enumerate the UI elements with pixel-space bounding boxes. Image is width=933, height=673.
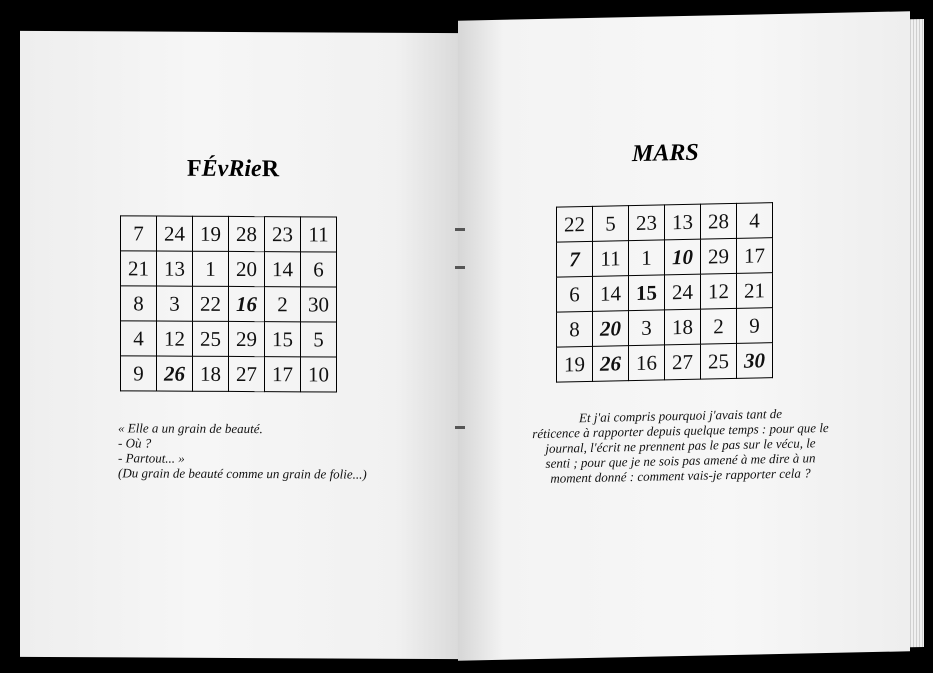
quote-line: « Elle a un grain de beauté. bbox=[118, 420, 263, 437]
grid-cell: 28 bbox=[701, 203, 737, 239]
number-grid-mars bbox=[556, 202, 773, 383]
paragraph-line: senti ; pour que je ne sois pas amené à me dire à un bbox=[545, 450, 816, 471]
binding-stitch bbox=[455, 228, 465, 231]
grid-cell: 22 bbox=[193, 286, 229, 321]
grid-cell: 1 bbox=[629, 240, 665, 276]
quote-line: (Du grain de beauté comme un grain de folie...) bbox=[118, 465, 367, 482]
grid-cell: 30 bbox=[737, 343, 773, 379]
grid-cell: 4 bbox=[121, 321, 157, 356]
grid-cell: 13 bbox=[665, 204, 701, 240]
title-part: F bbox=[187, 155, 202, 182]
grid-cell: 14 bbox=[593, 276, 629, 312]
grid-cell: 30 bbox=[301, 287, 337, 322]
number-grid-fevrier bbox=[120, 215, 337, 392]
grid-cell: 15 bbox=[265, 322, 301, 357]
grid-cell: 29 bbox=[229, 321, 265, 356]
grid-row bbox=[557, 308, 773, 348]
grid-row bbox=[557, 343, 773, 383]
title-part: R bbox=[228, 155, 245, 183]
grid-row bbox=[121, 321, 337, 357]
grid-cell: 29 bbox=[701, 238, 737, 274]
grid-cell: 13 bbox=[157, 251, 193, 286]
paragraph-line: moment donné : comment vais-je rapporter cela ? bbox=[550, 465, 811, 486]
grid-cell: 1 bbox=[193, 251, 229, 286]
grid-cell: 23 bbox=[629, 205, 665, 241]
grid-cell: 20 bbox=[593, 311, 629, 347]
title-part: ie bbox=[244, 156, 262, 183]
quote-block bbox=[118, 420, 438, 482]
grid-cell: 5 bbox=[301, 322, 337, 357]
grid-cell: 7 bbox=[121, 216, 157, 251]
grid-cell: 21 bbox=[737, 273, 773, 309]
mars-paragraph bbox=[508, 404, 853, 486]
title-part: Év bbox=[201, 155, 229, 182]
grid-cell: 9 bbox=[121, 356, 157, 391]
quote-line: - Où ? bbox=[118, 435, 152, 451]
grid-cell: 5 bbox=[593, 206, 629, 242]
grid-cell: 16 bbox=[229, 286, 265, 321]
grid-cell: 19 bbox=[557, 346, 593, 382]
grid-cell: 2 bbox=[701, 308, 737, 344]
page-title-fevrier bbox=[187, 156, 279, 183]
paragraph-line: Et j'ai compris pourquoi j'avais tant de bbox=[579, 405, 782, 426]
grid-cell: 9 bbox=[737, 308, 773, 344]
paragraph-line: réticence à rapporter depuis quelque temps : pour que le bbox=[532, 419, 829, 442]
left-page bbox=[20, 31, 462, 659]
grid-cell: 2 bbox=[265, 287, 301, 322]
grid-cell: 24 bbox=[157, 216, 193, 251]
grid-cell: 12 bbox=[701, 273, 737, 309]
grid-cell: 26 bbox=[593, 346, 629, 382]
grid-cell: 11 bbox=[593, 241, 629, 277]
grid-cell: 26 bbox=[157, 356, 193, 391]
page-edge bbox=[910, 19, 924, 647]
quote-line: - Partout... » bbox=[118, 450, 185, 466]
grid-cell: 17 bbox=[265, 357, 301, 392]
grid-row bbox=[121, 286, 337, 322]
grid-cell: 8 bbox=[121, 286, 157, 321]
grid-cell: 3 bbox=[157, 286, 193, 321]
grid-cell: 25 bbox=[701, 343, 737, 379]
grid-cell: 19 bbox=[193, 216, 229, 251]
grid-cell: 23 bbox=[265, 217, 301, 252]
grid-cell: 10 bbox=[665, 239, 701, 275]
grid-cell: 15 bbox=[629, 275, 665, 311]
grid-cell: 28 bbox=[229, 216, 265, 251]
grid-cell: 10 bbox=[301, 357, 337, 392]
grid-cell: 27 bbox=[229, 356, 265, 391]
grid-cell: 21 bbox=[121, 251, 157, 286]
title-part: R bbox=[261, 156, 280, 183]
grid-cell: 8 bbox=[557, 311, 593, 347]
grid-row bbox=[121, 356, 337, 392]
right-page bbox=[458, 11, 910, 660]
grid-row bbox=[557, 238, 773, 278]
grid-cell: 11 bbox=[301, 217, 337, 252]
grid-cell: 14 bbox=[265, 252, 301, 287]
grid-cell: 16 bbox=[629, 345, 665, 381]
grid-cell: 12 bbox=[157, 321, 193, 356]
binding-stitch bbox=[455, 266, 465, 269]
grid-row bbox=[557, 273, 773, 313]
binding-stitch bbox=[455, 426, 465, 429]
grid-cell: 17 bbox=[737, 238, 773, 274]
page-title-mars: MARS bbox=[632, 139, 699, 168]
grid-cell: 7 bbox=[557, 241, 593, 277]
grid-cell: 25 bbox=[193, 321, 229, 356]
grid-row bbox=[121, 251, 337, 287]
grid-row bbox=[557, 203, 773, 243]
grid-row bbox=[121, 216, 337, 252]
paragraph-line: journal, l'écrit ne prennent pas le pas sur le vécu, le bbox=[545, 435, 816, 456]
grid-cell: 18 bbox=[665, 309, 701, 345]
grid-cell: 20 bbox=[229, 251, 265, 286]
grid-cell: 22 bbox=[557, 206, 593, 242]
grid-cell: 27 bbox=[665, 344, 701, 380]
grid-cell: 24 bbox=[665, 274, 701, 310]
grid-cell: 6 bbox=[557, 276, 593, 312]
grid-cell: 3 bbox=[629, 310, 665, 346]
grid-cell: 4 bbox=[737, 203, 773, 239]
grid-cell: 18 bbox=[193, 356, 229, 391]
grid-cell: 6 bbox=[301, 252, 337, 287]
